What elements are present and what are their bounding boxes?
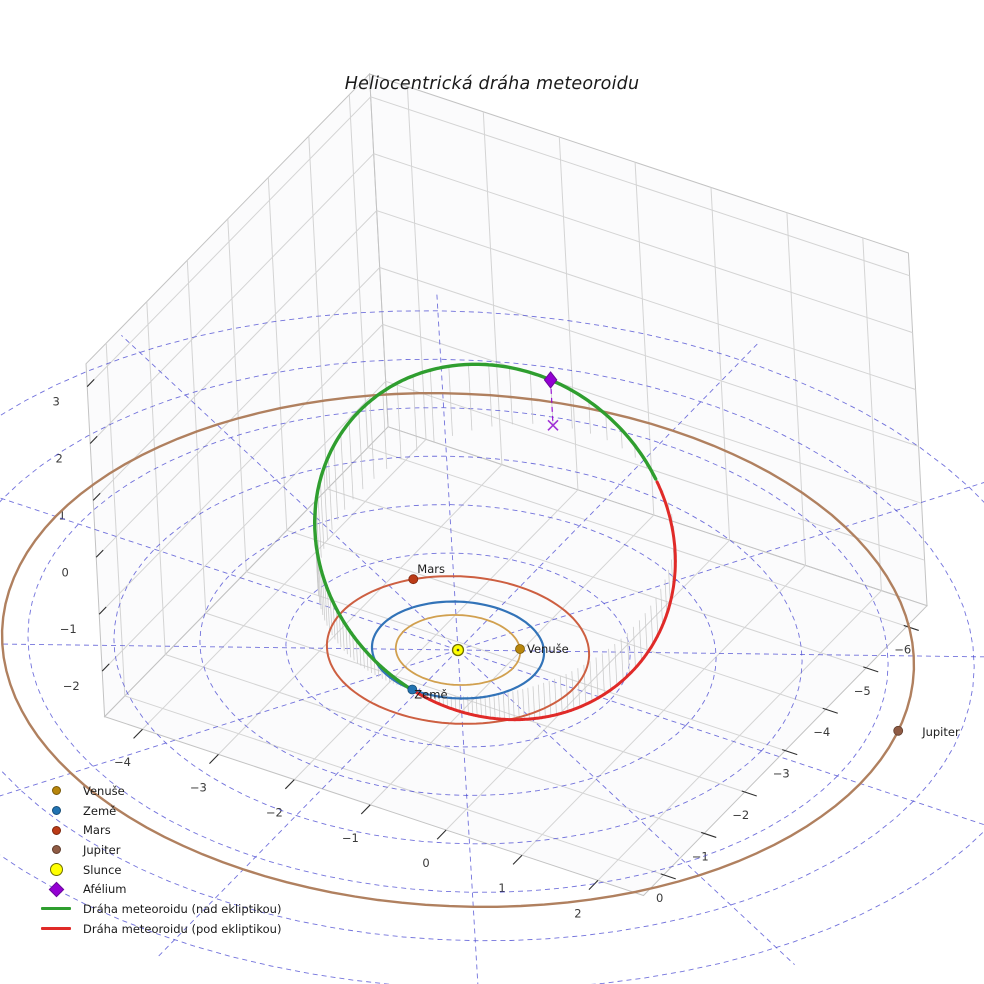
legend-item (40, 899, 281, 919)
x-tick-label: 0 (422, 856, 430, 870)
z-tick-label: 3 (52, 394, 60, 409)
legend-marker-icon (52, 845, 61, 854)
legend-label: Dráha meteoroidu (pod ekliptikou) (83, 921, 282, 936)
legend-label: Jupiter (83, 842, 121, 857)
legend-marker-icon (52, 786, 61, 795)
legend-marker-icon (50, 863, 63, 876)
legend-line-icon (41, 927, 71, 930)
planet-label: Země (414, 687, 448, 702)
pane-grid (86, 74, 927, 896)
planet-marker-Venuše (516, 645, 525, 654)
legend (40, 781, 281, 939)
z-tick-label: −2 (62, 679, 80, 694)
legend-item (40, 820, 281, 840)
z-tick-label: 2 (55, 451, 63, 466)
z-tick-label: 0 (61, 565, 69, 580)
y-tick-label: −5 (853, 683, 871, 698)
legend-item (40, 919, 281, 939)
legend-label: Slunce (83, 862, 122, 877)
y-tick-label: −2 (732, 808, 750, 822)
legend-marker-icon (48, 882, 64, 898)
legend-line-icon (41, 907, 71, 910)
x-tick-label: −2 (265, 805, 283, 820)
x-tick-label: −1 (341, 830, 359, 845)
legend-marker-icon (52, 826, 61, 835)
x-tick-label: 2 (574, 906, 582, 921)
x-tick-label: 1 (498, 881, 506, 896)
legend-marker-icon (52, 806, 61, 815)
x-tick-label: −3 (189, 780, 207, 795)
y-tick-label: −1 (691, 849, 709, 864)
legend-item (40, 781, 281, 801)
plot-title: Heliocentrická dráha meteoroidu (344, 74, 640, 94)
legend-item (40, 879, 281, 899)
legend-label: Mars (83, 823, 111, 838)
legend-item (40, 840, 281, 860)
legend-label: Dráha meteoroidu (nad ekliptikou) (83, 901, 282, 916)
planet-label: Venuše (527, 642, 569, 656)
y-tick-label: 0 (656, 890, 664, 905)
legend-label: Země (83, 803, 117, 818)
y-tick-label: −6 (894, 642, 912, 657)
planet-marker-Jupiter (894, 726, 903, 735)
y-tick-label: −3 (772, 766, 790, 781)
z-tick-label: 1 (58, 508, 66, 523)
sun-center-dot (457, 649, 460, 652)
z-tick-label: −1 (59, 622, 77, 637)
legend-label: Afélium (83, 882, 127, 897)
x-tick-label: −4 (114, 755, 131, 770)
legend-label: Venuše (83, 783, 125, 798)
y-tick-label: −4 (813, 725, 831, 740)
planet-label: Jupiter (922, 724, 960, 739)
legend-item (40, 801, 281, 821)
legend-item (40, 860, 281, 880)
planet-label: Mars (417, 562, 446, 577)
